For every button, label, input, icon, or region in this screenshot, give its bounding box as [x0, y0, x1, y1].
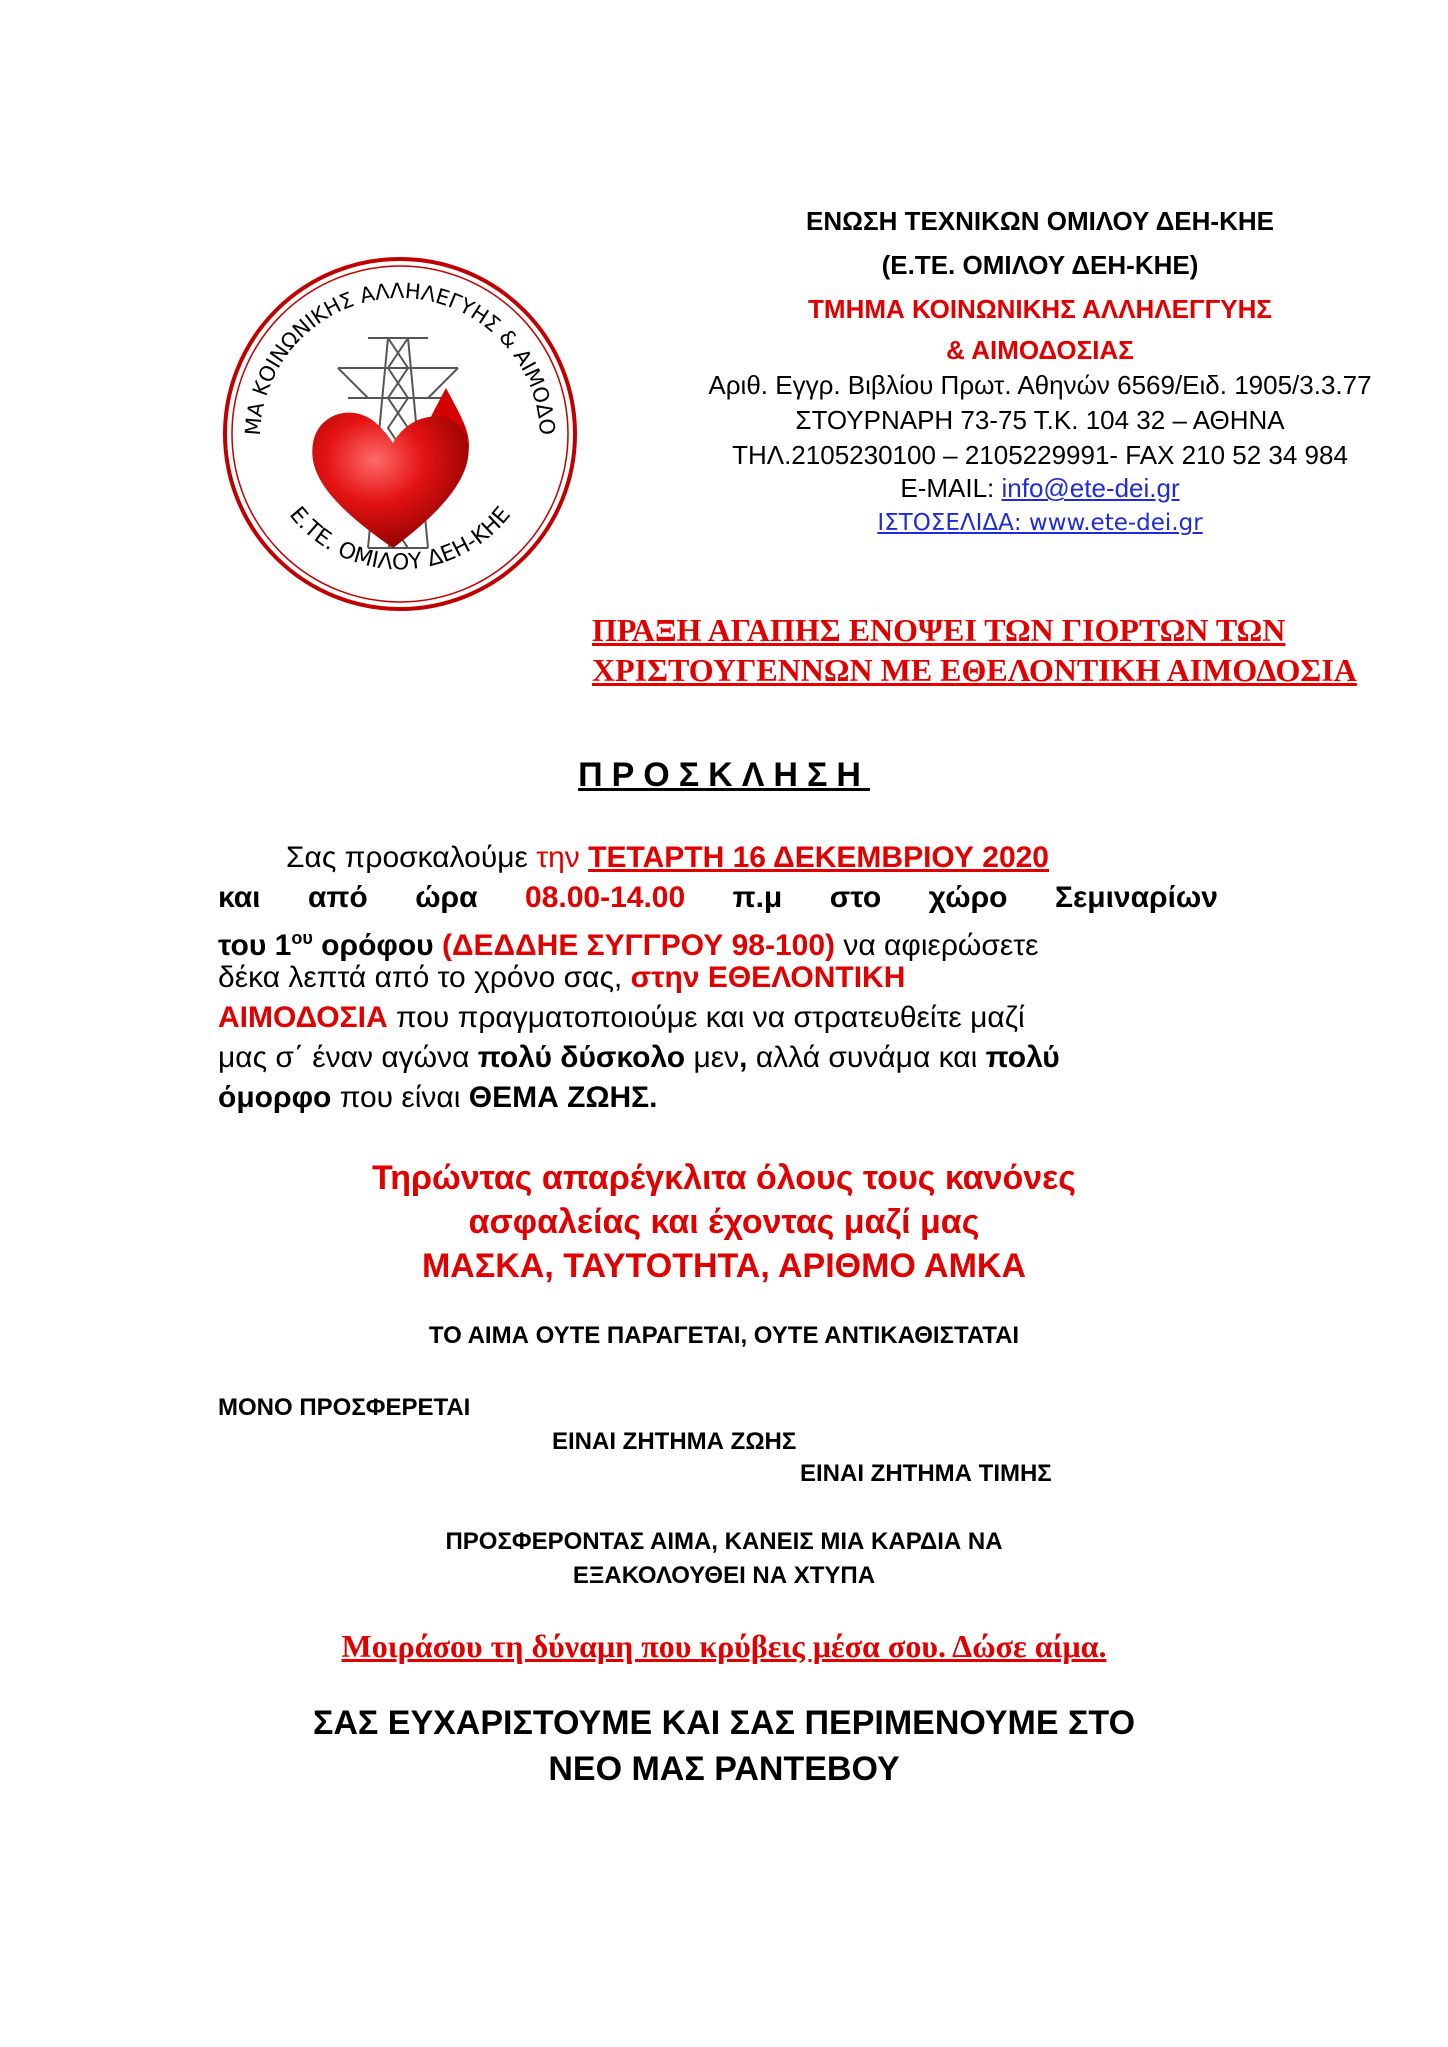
thanks-line-2: ΝΕΟ ΜΑΣ ΡΑΝΤΕΒΟΥ: [548, 1750, 900, 1788]
body-line-1: Σας προσκαλούμε την ΤΕΤΑΡΤΗ 16 ΔΕΚΕΜΒΡΙΟΥ 2020: [286, 841, 1049, 874]
event-location: (ΔΕΔΔΗΕ ΣΥΓΓΡΟΥ 98-100): [433, 929, 836, 962]
org-name: ΕΝΩΣΗ ΤΕΧΝΙΚΩΝ ΟΜΙΛΟΥ ΔΕΗ-ΚΗΕ: [806, 206, 1274, 236]
email-link[interactable]: info@ete-dei.gr: [1001, 473, 1180, 503]
announcement-line-1: ΠΡΑΞΗ ΑΓΑΠΗΣ ΕΝΟΨΕΙ ΤΩΝ ΓΙΟΡΤΩΝ ΤΩΝ: [592, 612, 1286, 648]
thanks-line-1: ΣΑΣ ΕΥΧΑΡΙΣΤΟΥΜΕ ΚΑΙ ΣΑΣ ΠΕΡΙΜΕΝΟΥΜΕ ΣΤΟ: [312, 1704, 1136, 1742]
organization-logo: [218, 248, 582, 620]
logo-ring-bottom-text: Ε.ΤΕ. ΟΜΙΛΟΥ ΔΕΗ-ΚΗΕ: [284, 502, 516, 576]
invitation-paragraph: [218, 838, 1238, 1138]
website-line: [610, 510, 1448, 536]
body-line-4: δέκα λεπτά από το χρόνο σας, στην ΕΘΕΛΟΝΤΙΚΗ: [218, 961, 906, 994]
announcement-line-2: ΧΡΙΣΤΟΥΓΕΝΝΩΝ ΜΕ ΕΘΕΛΟΝΤΙΚΗ ΑΙΜΟΔΟΣΙΑ: [592, 652, 1357, 688]
body-line-2: και από ώρα 08.00-14.00 π.μ στο χώρο Σεμιναρίων: [218, 878, 1218, 918]
slogan-1: ΤΟ ΑΙΜΑ ΟΥΤΕ ΠΑΡΑΓΕΤΑΙ, ΟΥΤΕ ΑΝΤΙΚΑΘΙΣΤΑΤΑΙ: [428, 1322, 1020, 1349]
logo-ring-top-text: ΜΑ ΚΟΙΝΩΝΙΚΗΣ ΑΛΛΗΛΕΓΥΗΣ & ΑΙΜΟΔΟ: [240, 278, 560, 437]
slogan-4: ΕΙΝΑΙ ΖΗΤΗΜΑ ΤΙΜΗΣ: [800, 1460, 1052, 1487]
event-hours: 08.00-14.00: [525, 881, 686, 914]
motto: Μοιράσου τη δύναμη που κρύβεις μέσα σου. Δώσε αίμα.: [341, 1628, 1107, 1664]
slogan-6: ΕΞΑΚΟΛΟΥΘΕΙ ΝΑ ΧΤΥΠΑ: [572, 1562, 876, 1589]
address: ΣΤΟΥΡΝΑΡΗ 73-75 Τ.Κ. 104 32 – ΑΘΗΝΑ: [795, 405, 1285, 435]
department-name-2: & ΑΙΜΟΔΟΣΙΑΣ: [946, 335, 1134, 365]
slogan-3: ΕΙΝΑΙ ΖΗΤΗΜΑ ΖΩΗΣ: [552, 1428, 797, 1455]
org-abbrev: (Ε.ΤΕ. ΟΜΙΛΟΥ ΔΕΗ-ΚΗΕ): [881, 250, 1199, 280]
email-line: [610, 473, 1448, 504]
website-link[interactable]: ΙΣΤΟΣΕΛΙΔΑ: www.ete-dei.gr: [877, 510, 1203, 536]
safety-line-1: Τηρώντας απαρέγκλιτα όλους τους κανόνες: [372, 1159, 1076, 1197]
body-line-5: ΑΙΜΟΔΟΣΙΑ που πραγματοποιούμε και να στρατευθείτε μαζί: [218, 1001, 1025, 1034]
email-label: E-MAIL:: [900, 473, 1002, 503]
safety-requirements: ΜΑΣΚΑ, ΤΑΥΤΟΤΗΤΑ, ΑΡΙΘΜΟ ΑΜΚΑ: [421, 1247, 1027, 1285]
slogan-5: ΠΡΟΣΦΕΡΟΝΤΑΣ ΑΙΜΑ, ΚΑΝΕΙΣ ΜΙΑ ΚΑΡΔΙΑ ΝΑ: [445, 1528, 1003, 1555]
page-title: ΠΡΟΣΚΛΗΣΗ: [578, 756, 870, 794]
body-line-3: του $1^{o\upsilon}$ ορόφου (ΔΕΔΔΗΕ ΣΥΓΓΡΟΥ 98-100) να αφιερώσετε: [218, 928, 1039, 962]
slogan-2: ΜΟΝΟ ΠΡΟΣΦΕΡΕΤΑΙ: [218, 1394, 471, 1421]
phone-fax: ΤΗΛ.2105230100 – 2105229991- FAX 210 52 34 984: [732, 440, 1348, 470]
body-line-7: όμορφο που είναι ΘΕΜΑ ΖΩΗΣ.: [218, 1081, 658, 1114]
safety-line-2: ασφαλείας και έχοντας μαζί μας: [468, 1203, 980, 1241]
registry-info: Αριθ. Εγγρ. Βιβλίου Πρωτ. Αθηνών 6569/Ειδ. 1905/3.3.77: [708, 370, 1372, 400]
department-name: ΤΜΗΜΑ ΚΟΙΝΩΝΙΚΗΣ ΑΛΛΗΛΕΓΓΥΗΣ: [808, 294, 1272, 324]
body-line-6: μας σ΄ έναν αγώνα πολύ δύσκολο μεν, αλλά συνάμα και πολύ: [218, 1041, 1060, 1074]
event-date: ΤΕΤΑΡΤΗ 16 ΔΕΚΕΜΒΡΙΟΥ 2020: [588, 841, 1049, 874]
